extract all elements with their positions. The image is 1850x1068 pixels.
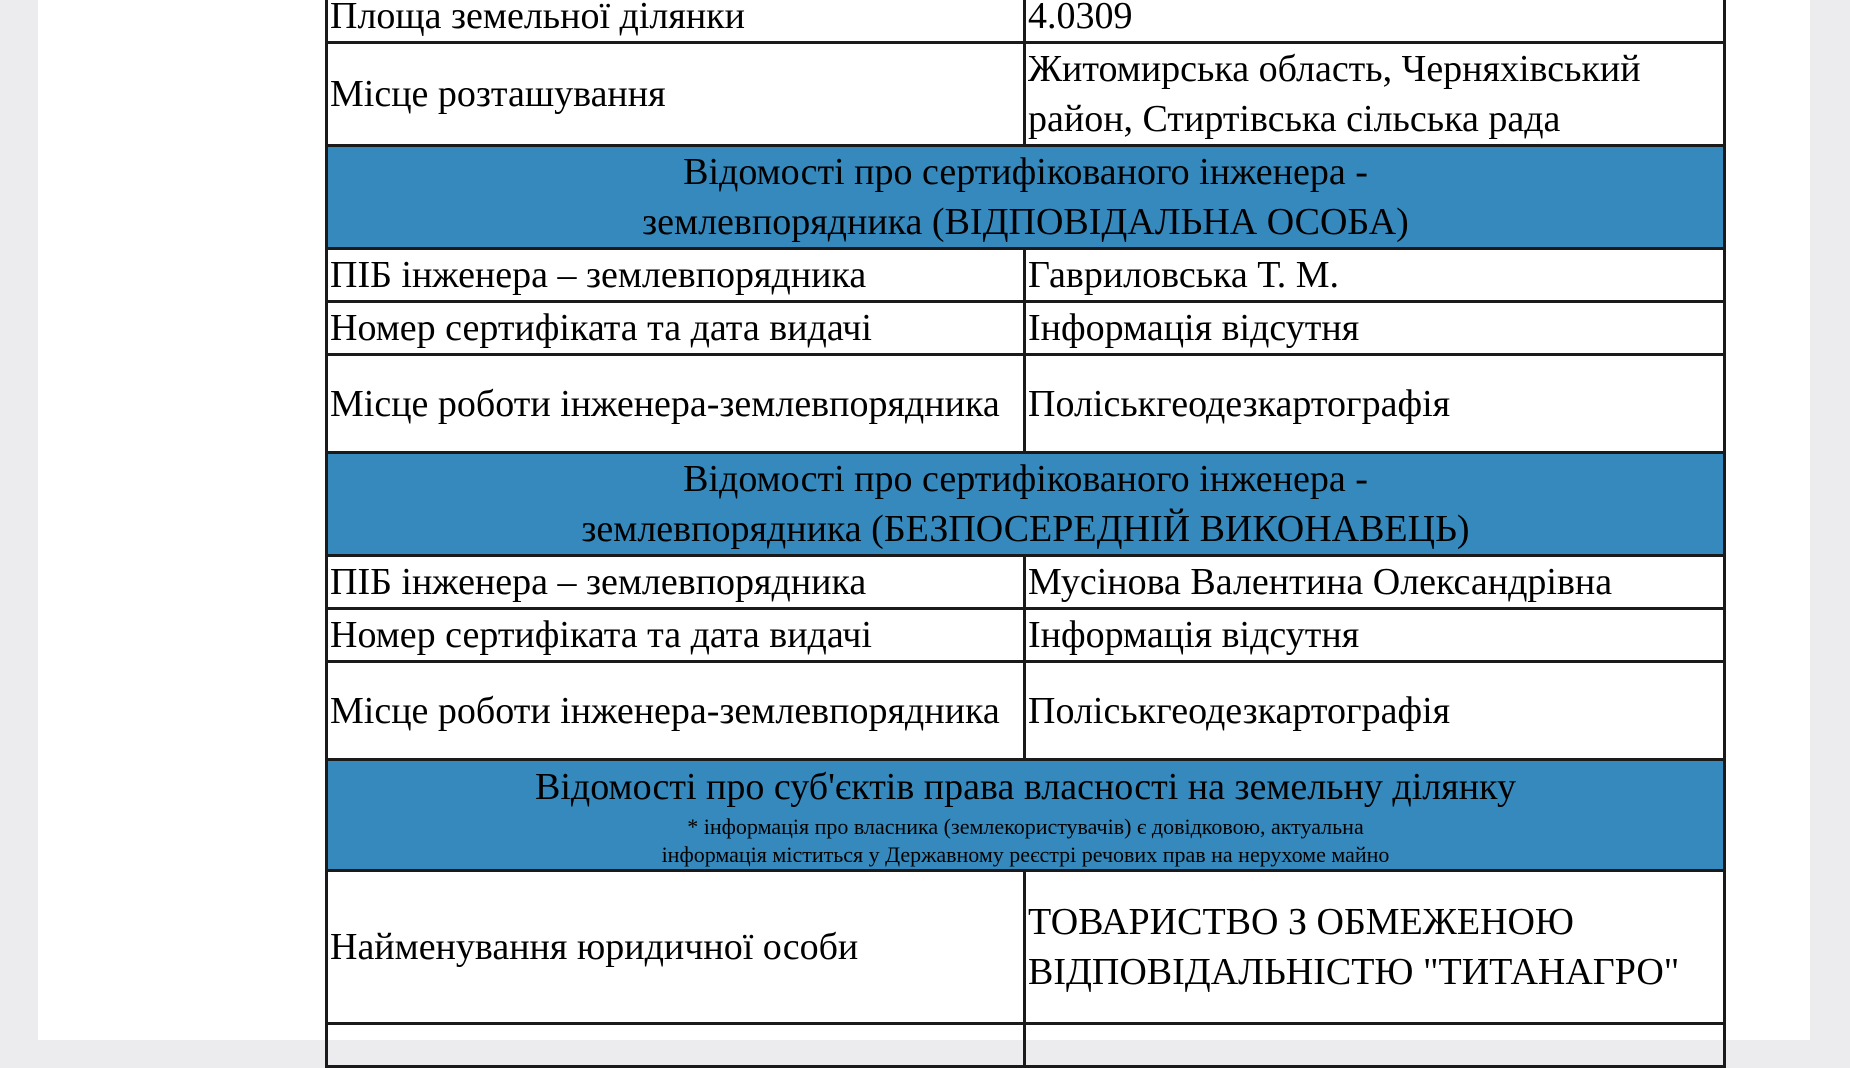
- responsible-name-label: ПІБ інженера – землевпорядника: [327, 249, 1025, 302]
- responsible-work-value: Поліськгеодезкартографія: [1025, 355, 1725, 453]
- row-responsible-name: [327, 249, 1725, 302]
- section-owners-title: Відомості про суб'єктів права власності на земельну ділянку: [535, 766, 1516, 808]
- executor-name-value: Мусінова Валентина Олександрівна: [1025, 556, 1725, 609]
- section-executor-engineer: [327, 453, 1725, 556]
- section-owners-note-line2: інформація міститься у Державному реєстрі речових прав на нерухоме майно: [661, 842, 1390, 867]
- section-executor-line1: Відомості про сертифікованого інженера -: [683, 458, 1368, 500]
- responsible-name-value: Гавриловська Т. М.: [1025, 249, 1725, 302]
- row-next-partial: [327, 1024, 1725, 1067]
- document-page: [38, 0, 1810, 1040]
- row-executor-cert: [327, 609, 1725, 662]
- executor-name-label: ПІБ інженера – землевпорядника: [327, 556, 1025, 609]
- row-responsible-work: [327, 355, 1725, 453]
- executor-cert-label: Номер сертифіката та дата видачі: [327, 609, 1025, 662]
- viewer-scroll-area[interactable]: [1812, 0, 1850, 1040]
- executor-cert-value: Інформація відсутня: [1025, 609, 1725, 662]
- responsible-work-label: Місце роботи інженера-землевпорядника: [327, 355, 1025, 453]
- section-executor-line2: землевпорядника (БЕЗПОСЕРЕДНІЙ ВИКОНАВЕЦЬ): [581, 508, 1470, 550]
- legal-entity-label: Найменування юридичної особи: [327, 871, 1025, 1024]
- executor-work-label: Місце роботи інженера-землевпорядника: [327, 662, 1025, 760]
- section-responsible-line2: землевпорядника (ВІДПОВІДАЛЬНА ОСОБА): [642, 201, 1409, 243]
- location-label: Місце розташування: [327, 43, 1025, 146]
- land-info-table: [325, 0, 1726, 1068]
- responsible-cert-label: Номер сертифіката та дата видачі: [327, 302, 1025, 355]
- section-owners: [327, 760, 1725, 871]
- section-owners-note-line1: * інформація про власника (землекористувачів) є довідковою, актуальна: [687, 814, 1364, 839]
- area-value: 4.0309: [1025, 0, 1725, 43]
- section-responsible-engineer: [327, 146, 1725, 249]
- row-executor-work: [327, 662, 1725, 760]
- area-label: Площа земельної ділянки: [327, 0, 1025, 43]
- row-responsible-cert: [327, 302, 1725, 355]
- row-executor-name: [327, 556, 1725, 609]
- executor-work-value: Поліськгеодезкартографія: [1025, 662, 1725, 760]
- section-responsible-line1: Відомості про сертифікованого інженера -: [683, 151, 1368, 193]
- legal-entity-value: ТОВАРИСТВО З ОБМЕЖЕНОЮ ВІДПОВІДАЛЬНІСТЮ "ТИТАНАГРО": [1025, 871, 1725, 1024]
- location-value: Житомирська область, Черняхівський район, Стиртівська сільська рада: [1025, 43, 1725, 146]
- responsible-cert-value: Інформація відсутня: [1025, 302, 1725, 355]
- row-area: [327, 0, 1725, 43]
- row-legal-entity: [327, 871, 1725, 1024]
- row-location: [327, 43, 1725, 146]
